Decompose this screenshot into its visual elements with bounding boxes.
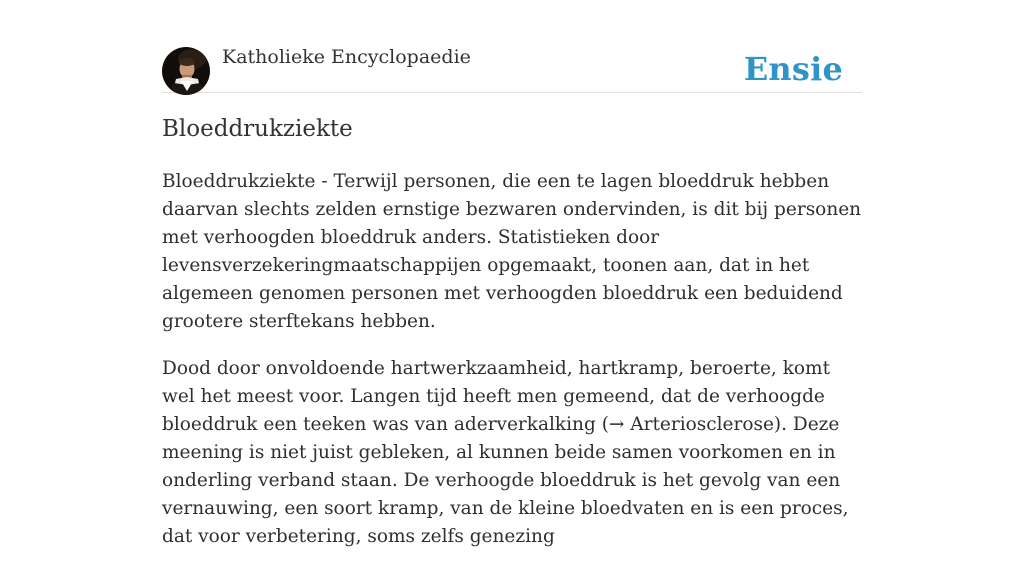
article-paragraph-1: Bloeddrukziekte - Terwijl personen, die een te lagen bloeddruk hebben daarvan slechts zelden ernstige bezwaren ondervinden, is dit bij personen met verhoogden bloeddruk anders. Statistieken door levensverzekeringmaatschappijen opgemaakt, toonen aan, dat in het algemeen genomen personen met verhoogden bloeddruk een beduidend grootere sterftekans hebben. [162,171,862,332]
brand-logo[interactable]: Ensie [743,50,843,88]
page-container [162,0,862,547]
site-name[interactable]: Katholieke Encyclopaedie [222,46,471,68]
site-header [162,0,862,93]
article-title: Bloeddrukziekte [162,116,353,142]
article-paragraph-2: Dood door onvoldoende hartwerkzaamheid, hartkramp, beroerte, komt wel het meest voor. Langen tijd heeft men gemeend, dat de verhoogde bloeddruk een teeken was van aderverkalking (→ Arteriosclerose). Deze meening is niet juist gebleken, al kunnen beide samen voorkomen en in onderling verband staan. De verhoogde bloeddruk is het gevolg van een vernauwing, een soort kramp, van de kleine bloedvaten en is een proces, dat voor verbetering, soms zelfs genezing [162,358,849,547]
portrait-avatar-icon[interactable] [162,47,210,95]
article-body [162,168,862,570]
